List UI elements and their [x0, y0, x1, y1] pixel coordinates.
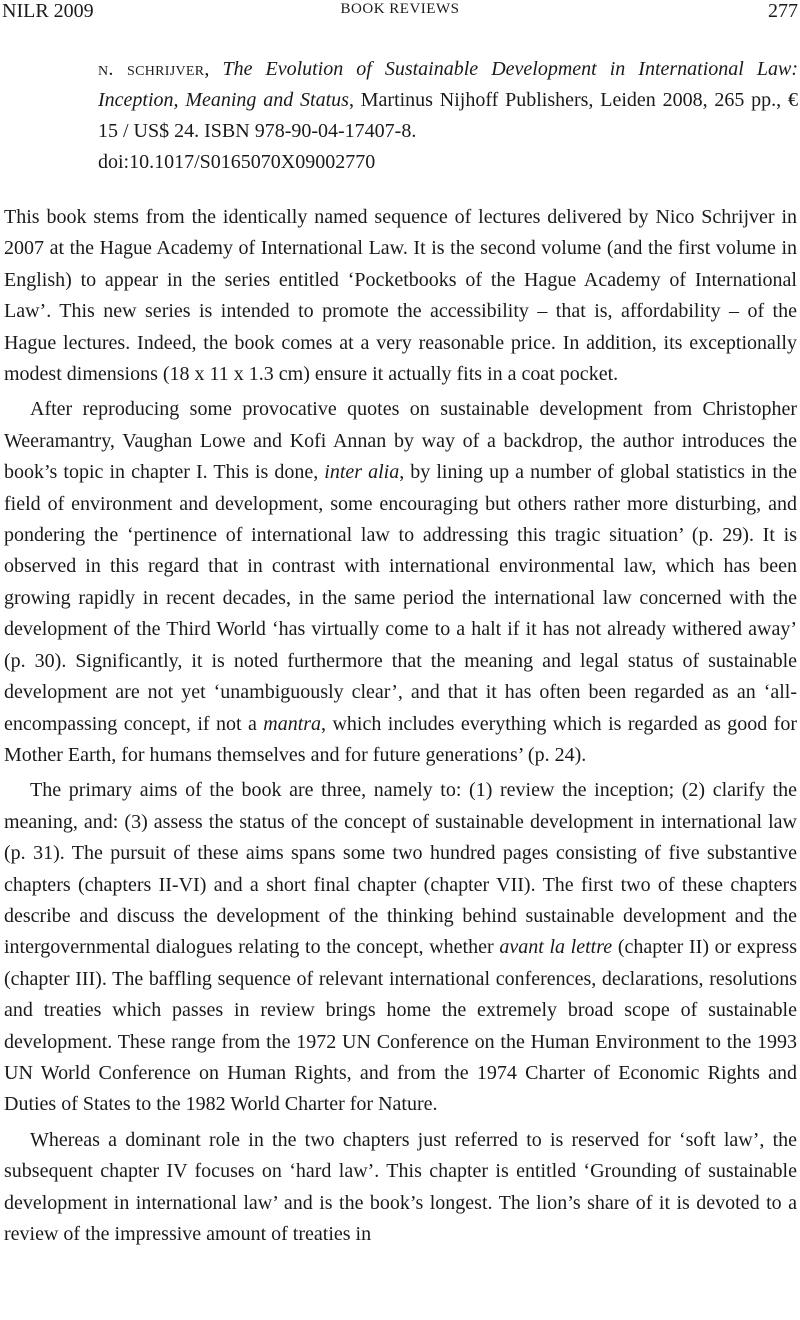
paragraph-3: The primary aims of the book are three, namely to: (1) review the inception; (2) clarify the meaning, and: (3) assess the status of the concept of sustainable development in international law (p. 31). The pursuit of these aims spans some two hundred pages consisting of five substantive chapters (chapters II-VI) and a short final chapter (chapter VII). The first two of these chapters describe and discuss the development of the thinking behind sustainable development and the intergovernmental dialogues relating to the concept, whether avant la lettre (chapter II) or express (chapter III). The baffling sequence of relevant international conferences, declarations, resolutions and treaties which passes in review brings home the extremely broad scope of sustainable development. These range from the 1972 UN Conference on the Human Environment to the 1993 UN World Conference on Human Rights, and from the 1974 Charter of Economic Rights and Duties of States to the 1982 World Charter for Nature. — [4, 779, 797, 1116]
page-number: 277 — [768, 0, 798, 22]
book-citation: n. schrijver, The Evolution of Sustainable Development in International Law: Inception, Meaning and Status, Martinus Nijhoff Publishers, Leiden 2008, 265 pp., € 15 / US$ 24. ISBN 978-90-04-17407-8. doi:10.1017/S0165070X09002770 — [98, 58, 798, 173]
journal-name: NILR 2009 — [2, 0, 94, 22]
paragraph-2: After reproducing some provocative quotes on sustainable development from Christopher Weeramantry, Vaughan Lowe and Kofi Annan by way of a backdrop, the author introduces the book’s topic in chapter I. This is done, inter alia, by lining up a number of global statistics in the field of environment and development, some encouraging but others rather more disturbing, and pondering the ‘pertinence of international law to addressing this tragic situation’ (p. 29). It is observed in this regard that in contrast with international environmental law, which has been growing rapidly in recent decades, in the same period the international law concerned with the development of the Third World ‘has virtually come to a halt if it has not already withered away’ (p. 30). Significantly, it is noted furthermore that the meaning and legal status of sustainable development are not yet ‘unambiguously clear’, and that it has often been regarded as an ‘all-encompassing concept, if not a mantra, which includes everything which is regarded as good for Mother Earth, for humans themselves and for future generations’ (p. 24). — [4, 398, 798, 766]
italic-term: inter alia — [324, 461, 400, 484]
doi: doi:10.1017/S0165070X09002770 — [98, 151, 376, 173]
review-body — [4, 202, 797, 1254]
section-title: BOOK REVIEWS — [340, 1, 460, 17]
paragraph-1: This book stems from the identically named sequence of lectures delivered by Nico Schrijver in 2007 at the Hague Academy of International Law. It is the second volume (and the first volume in English) to appear in the series entitled ‘Pocketbooks of the Hague Academy of International Law’. This new series is intended to promote the accessibility – that is, affordability – of the Hague lectures. Indeed, the book comes at a very reasonable price. In addition, its exceptionally modest dimensions (18 x 11 x 1.3 cm) ensure it actually fits in a coat pocket. — [4, 206, 797, 386]
publisher-details: , Martinus Nijhoff Publishers, Leiden 2008, 265 pp., € 15 / US$ 24. ISBN 978-90-04-17407-8. — [98, 89, 798, 142]
italic-term: avant la lettre — [499, 936, 613, 959]
book-title: The Evolution of Sustainable Development in International Law: Inception, Meaning and Status — [98, 58, 798, 111]
italic-term: mantra — [263, 712, 322, 735]
paragraph-4: Whereas a dominant role in the two chapters just referred to is reserved for ‘soft law’, the subsequent chapter IV focuses on ‘hard law’. This chapter is entitled ‘Grounding of sustainable development in international law’ and is the book’s longest. The lion’s share of it is devoted to a review of the impressive amount of treaties in — [4, 1128, 797, 1245]
running-header — [0, 0, 800, 26]
book-author: n. schrijver — [98, 58, 205, 80]
